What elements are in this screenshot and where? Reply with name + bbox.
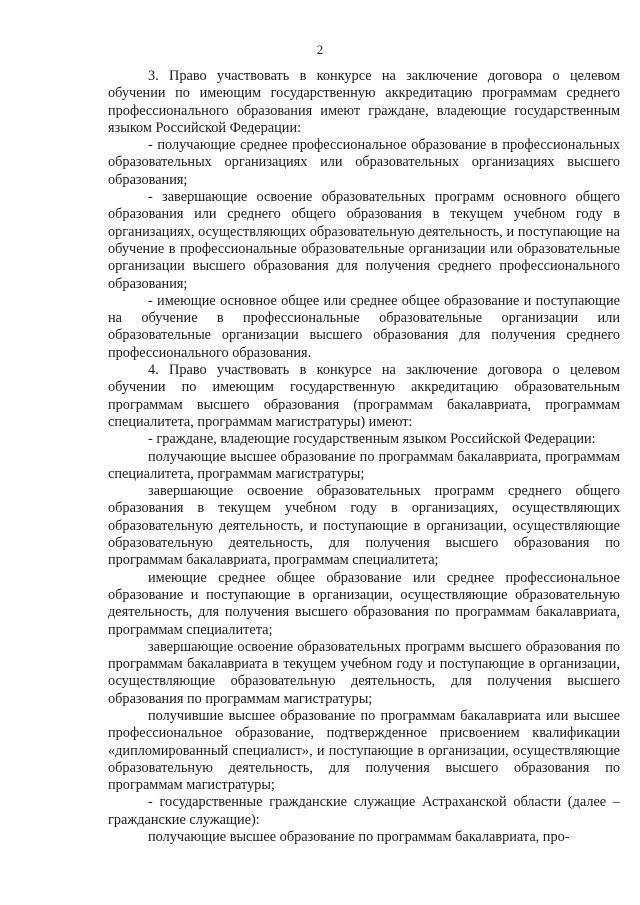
paragraph-4-item-5: получившие высшее образование по программам бакалавриата или высшее профессиональное образование, подтвержденное присвоением квалификации «дипломированный специалист», и поступающие в организации, осуществляющие образовательную деятельность, для получения высшего образования по программам магистратуры; bbox=[108, 707, 620, 794]
paragraph-3-item-3: - имеющие основное общее или среднее общее образование и поступающие на обучение в профессиональные образовательные организации или образовательные организации высшего образования для получения среднего профессионального образования. bbox=[108, 292, 620, 361]
paragraph-3-intro: 3. Право участвовать в конкурсе на заключение договора о целевом обучении по имеющим государственную аккредитацию программам среднего профессионального образования имеют граждане, владеющие государственным языком Российской Федерации: bbox=[108, 68, 620, 136]
paragraph-4-item-2: завершающие освоение образовательных программ среднего общего образования в текущем учебном году в организациях, осуществляющих образовательную деятельность, и поступающие в организации, осуществляющие образовательную деятельность, для получения высшего образования по программам бакалавриата, программам специалитета; bbox=[108, 483, 620, 569]
paragraph-4-item-3: имеющие среднее общее образование или среднее профессиональное образование и поступающие в организации, осуществляющие образовательную деятельность, для получения высшего образования по программам бакалавриата, программам специалитета; bbox=[108, 569, 620, 638]
paragraph-4-intro: 4. Право участвовать в конкурсе на заключение договора о целевом обучении по имеющим государственную аккредитацию образовательным программам высшего образования (программам бакалавриата, программам специалитета, программам магистратуры) имеют: bbox=[108, 362, 620, 430]
paragraph-4-civil-servants: - государственные гражданские служащие Астраханской области (далее – гражданские служащие): bbox=[108, 794, 620, 828]
document-body bbox=[108, 68, 620, 846]
paragraph-4-item-1: получающие высшее образование по программам бакалавриата, программам специалитета, программам магистратуры; bbox=[108, 448, 620, 482]
paragraph-4-item-4: завершающие освоение образовательных программ высшего образования по программам бакалавриата в текущем учебном году и поступающие в организации, осуществляющие образовательную деятельность, для получения высшего образования по программам магистратуры; bbox=[108, 638, 620, 707]
paragraph-4-citizens: - граждане, владеющие государственным языком Российской Федерации: bbox=[148, 431, 596, 448]
paragraph-3-item-1: - получающие среднее профессиональное образование в профессиональных образовательных организациях или образовательных организациях высшего образования; bbox=[108, 137, 620, 188]
page-number: 2 bbox=[316, 42, 324, 57]
paragraph-4-civil-item-1: получающие высшее образование по программам бакалавриата, про- bbox=[148, 829, 570, 846]
paragraph-3-item-2: - завершающие освоение образовательных программ основного общего образования или среднего общего образования в текущем учебном году в организациях, осуществляющих образовательную деятельность, и поступающие на обучение в профессиональные образовательные организации или образовательные организации высшего образования для получения среднего профессионального образования; bbox=[108, 189, 620, 292]
